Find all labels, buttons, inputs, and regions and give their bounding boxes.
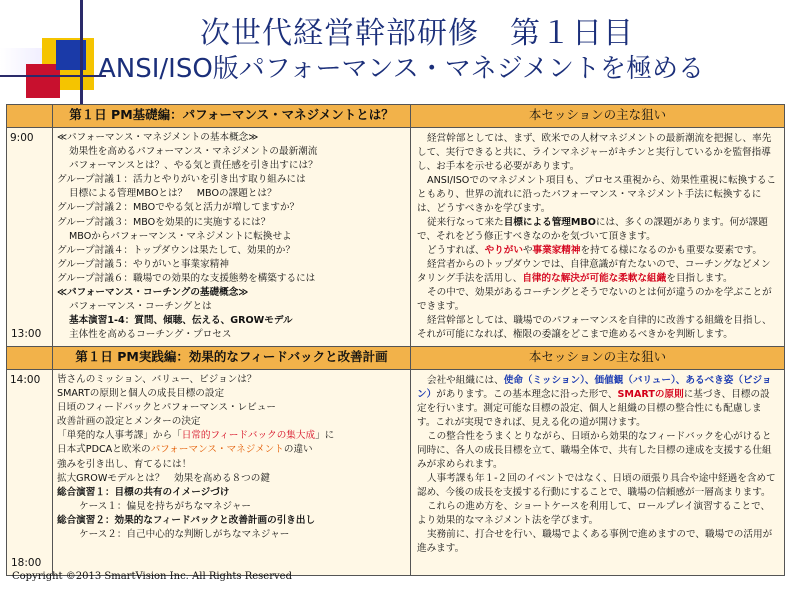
- session-2-time: [7, 370, 53, 576]
- session-2-body-row: [7, 370, 785, 576]
- list-item: 目標による管理MBOとは？ MBOの課題とは？: [69, 188, 277, 200]
- list-item: ケース２：自己中心的な判断しがちなマネジャー: [79, 529, 290, 541]
- aim-paragraph: この整合性をうまくとりながら、日頃から効果的なフィードバックを心がけると同時に、各人の成長目標を立て、職場全体で、共有した目標の達成を支援する仕組みが求められます。: [417, 431, 772, 470]
- list-item: MBOからパフォーマンス・マネジメントに転換せよ: [69, 230, 292, 242]
- session-1-time: [7, 128, 53, 347]
- aim-paragraph: その中で、効果があるコーチングとそうでないのとは何が違うのかを学ぶことができます。: [417, 287, 772, 312]
- list-item: グループ討議４：トップダウンは果たして、効果的か？: [57, 244, 295, 256]
- session-1-items: [53, 128, 411, 347]
- list-item: ≪パフォーマンス・コーチングの基礎概念≫: [57, 287, 249, 299]
- list-item: 総合演習２：効果的なフィードバックと改善計画の引き出し: [57, 514, 316, 526]
- session-2-time-end: 18:00: [11, 557, 42, 569]
- list-item: ≪パフォーマンス・マネジメントの基本概念≫: [57, 132, 259, 143]
- session-2-title: 第１日 PM実践編：効果的なフィードバックと改善計画: [53, 347, 411, 370]
- page-title: 次世代経営幹部研修 第１日目: [200, 16, 634, 51]
- list-item: 改善計画の設定とメンターの決定: [57, 416, 201, 428]
- list-item: 日頃のフィードバックとパフォーマンス・レビュー: [57, 402, 276, 414]
- aim-paragraph: これらの進め方を、ショートケースを利用して、ロールプレイ演習することで、より効果的なマネジメント法を学びます。: [417, 501, 771, 526]
- session-1-body-row: [7, 128, 785, 347]
- list-item: ケース１：偏見を持ちがちなマネジャー: [79, 500, 252, 512]
- copyright-text: Copyright ©2013 SmartVision Inc. All Rights Reserved: [12, 571, 292, 582]
- list-item: 「単発的な人事考課」から「日常的フィードバックの集大成」に: [57, 430, 335, 442]
- session-1-aims: [411, 128, 785, 347]
- list-item: 皆さんのミッション、バリュー、ビジョンは？: [57, 374, 257, 385]
- aim-paragraph: 経営幹部としては、まず、欧米での人材マネジメントの最新潮流を把握し、率先して、実行できると共に、ラインマネジャーがキチンと実行しているかを監督指導し、お手本を示せる必要があります。: [417, 133, 772, 172]
- list-item: 強みを引き出し、育てるには！: [57, 458, 192, 470]
- session-1-header-row: [7, 105, 785, 128]
- list-item: 基本演習1-4：質問、傾聴、伝える、GROWモデル: [69, 315, 293, 327]
- logo-graphic: [0, 0, 110, 110]
- agenda-table: [6, 104, 785, 576]
- list-item: パフォーマンス・コーチングとは: [69, 301, 212, 313]
- list-item: 効果性を高めるパフォーマンス・マネジメントの最新潮流: [69, 146, 318, 158]
- aim-paragraph: 実務前に、打合せを行い、職場でよくある事例で進めますので、職場での活用が進みます。: [417, 529, 773, 554]
- session-1-title: 第１日 PM基礎編：パフォーマンス・マネジメントとは？: [53, 105, 411, 128]
- session-2-aims: [411, 370, 785, 576]
- aim-paragraph: どうすれば、やりがいや事業家精神を持てる様になるのかも重要な要素です。: [427, 245, 763, 256]
- session-1-time-end: 13:00: [11, 328, 42, 340]
- aim-paragraph: 従来行なって来た目標による管理MBOには、多くの課題があります。何が課題で、それをどう修正すべきなのかを気づいて頂きます。: [417, 217, 768, 242]
- list-item: グループ討議３：MBOを効果的に実施するには？: [57, 216, 271, 228]
- session-1-aim-header: 本セッションの主な狙い: [411, 105, 785, 128]
- session-2-aim-header: 本セッションの主な狙い: [411, 347, 785, 370]
- list-item: 日本式PDCAと欧米のパフォーマンス・マネジメントの違い: [57, 444, 313, 456]
- aim-paragraph: 経営幹部としては、職場でのパフォーマンスを自律的に改善する組織を目指し、それが可能になれば、権限の委譲をどこまで進めるべきかを判断します。: [417, 315, 772, 340]
- list-item: 主体性を高めるコーチング・プロセス: [69, 329, 232, 341]
- session-2-header-row: [7, 347, 785, 370]
- session-2-time-start: 14:00: [10, 374, 41, 386]
- session-2-items: [53, 370, 411, 576]
- aim-paragraph: ANSI/ISOでのマネジメント項目も、プロセス重視から、効果性重視に転換することもあり、世界の流れに沿ったパフォーマンス・マネジメント手法に転換するには、どうすべきかを学びます。: [417, 175, 777, 214]
- session-1-time-start: 9:00: [10, 132, 34, 144]
- list-item: グループ討議１：活力とやりがいを引き出す取り組みには: [57, 174, 306, 186]
- list-item: 拡大GROWモデルとは？ 効果を高める８つの鍵: [57, 472, 270, 484]
- list-item: グループ討議６：職場での効果的な支援態勢を構築するには: [57, 272, 316, 284]
- list-item: グループ討議５：やりがいと事業家精神: [57, 258, 229, 270]
- list-item: パフォーマンスとは？、やる気と責任感を引き出すには？: [69, 160, 318, 172]
- aim-paragraph: 経営者からのトップダウンでは、自律意識が育たないので、コーチングなどメンタリング手法を活用し、自律的な解決が可能な柔軟な組織を目指します。: [417, 259, 771, 284]
- aim-paragraph: 会社や組織には、使命（ミッション）、価値観（バリュー）、あるべき姿（ビジョン）があります。この基本理念に沿った形で、SMARTの原則に基づき、目標の設定を行います。測定可能な目標の設定、個人と組織の目標の整合性にも配慮します。これが実現できれば、見える化の道が開けます。: [417, 375, 772, 428]
- aim-paragraph: 人事考課も年１-２回のイベントではなく、日頃の頑張り具合や途中経過を含めて認め、今後の成長を支援する行動にすることで、職場の信頼感が一層高まります。: [417, 473, 776, 498]
- list-item: 総合演習１：目標の共有のイメージづけ: [57, 486, 230, 498]
- page-subtitle: ANSI/ISO版パフォーマンス・マネジメントを極める: [98, 54, 704, 84]
- list-item: SMARTの原則と個人の成長目標の設定: [57, 388, 225, 400]
- list-item: グループ討議２：MBOでやる気と活力が増してますか？: [57, 202, 300, 214]
